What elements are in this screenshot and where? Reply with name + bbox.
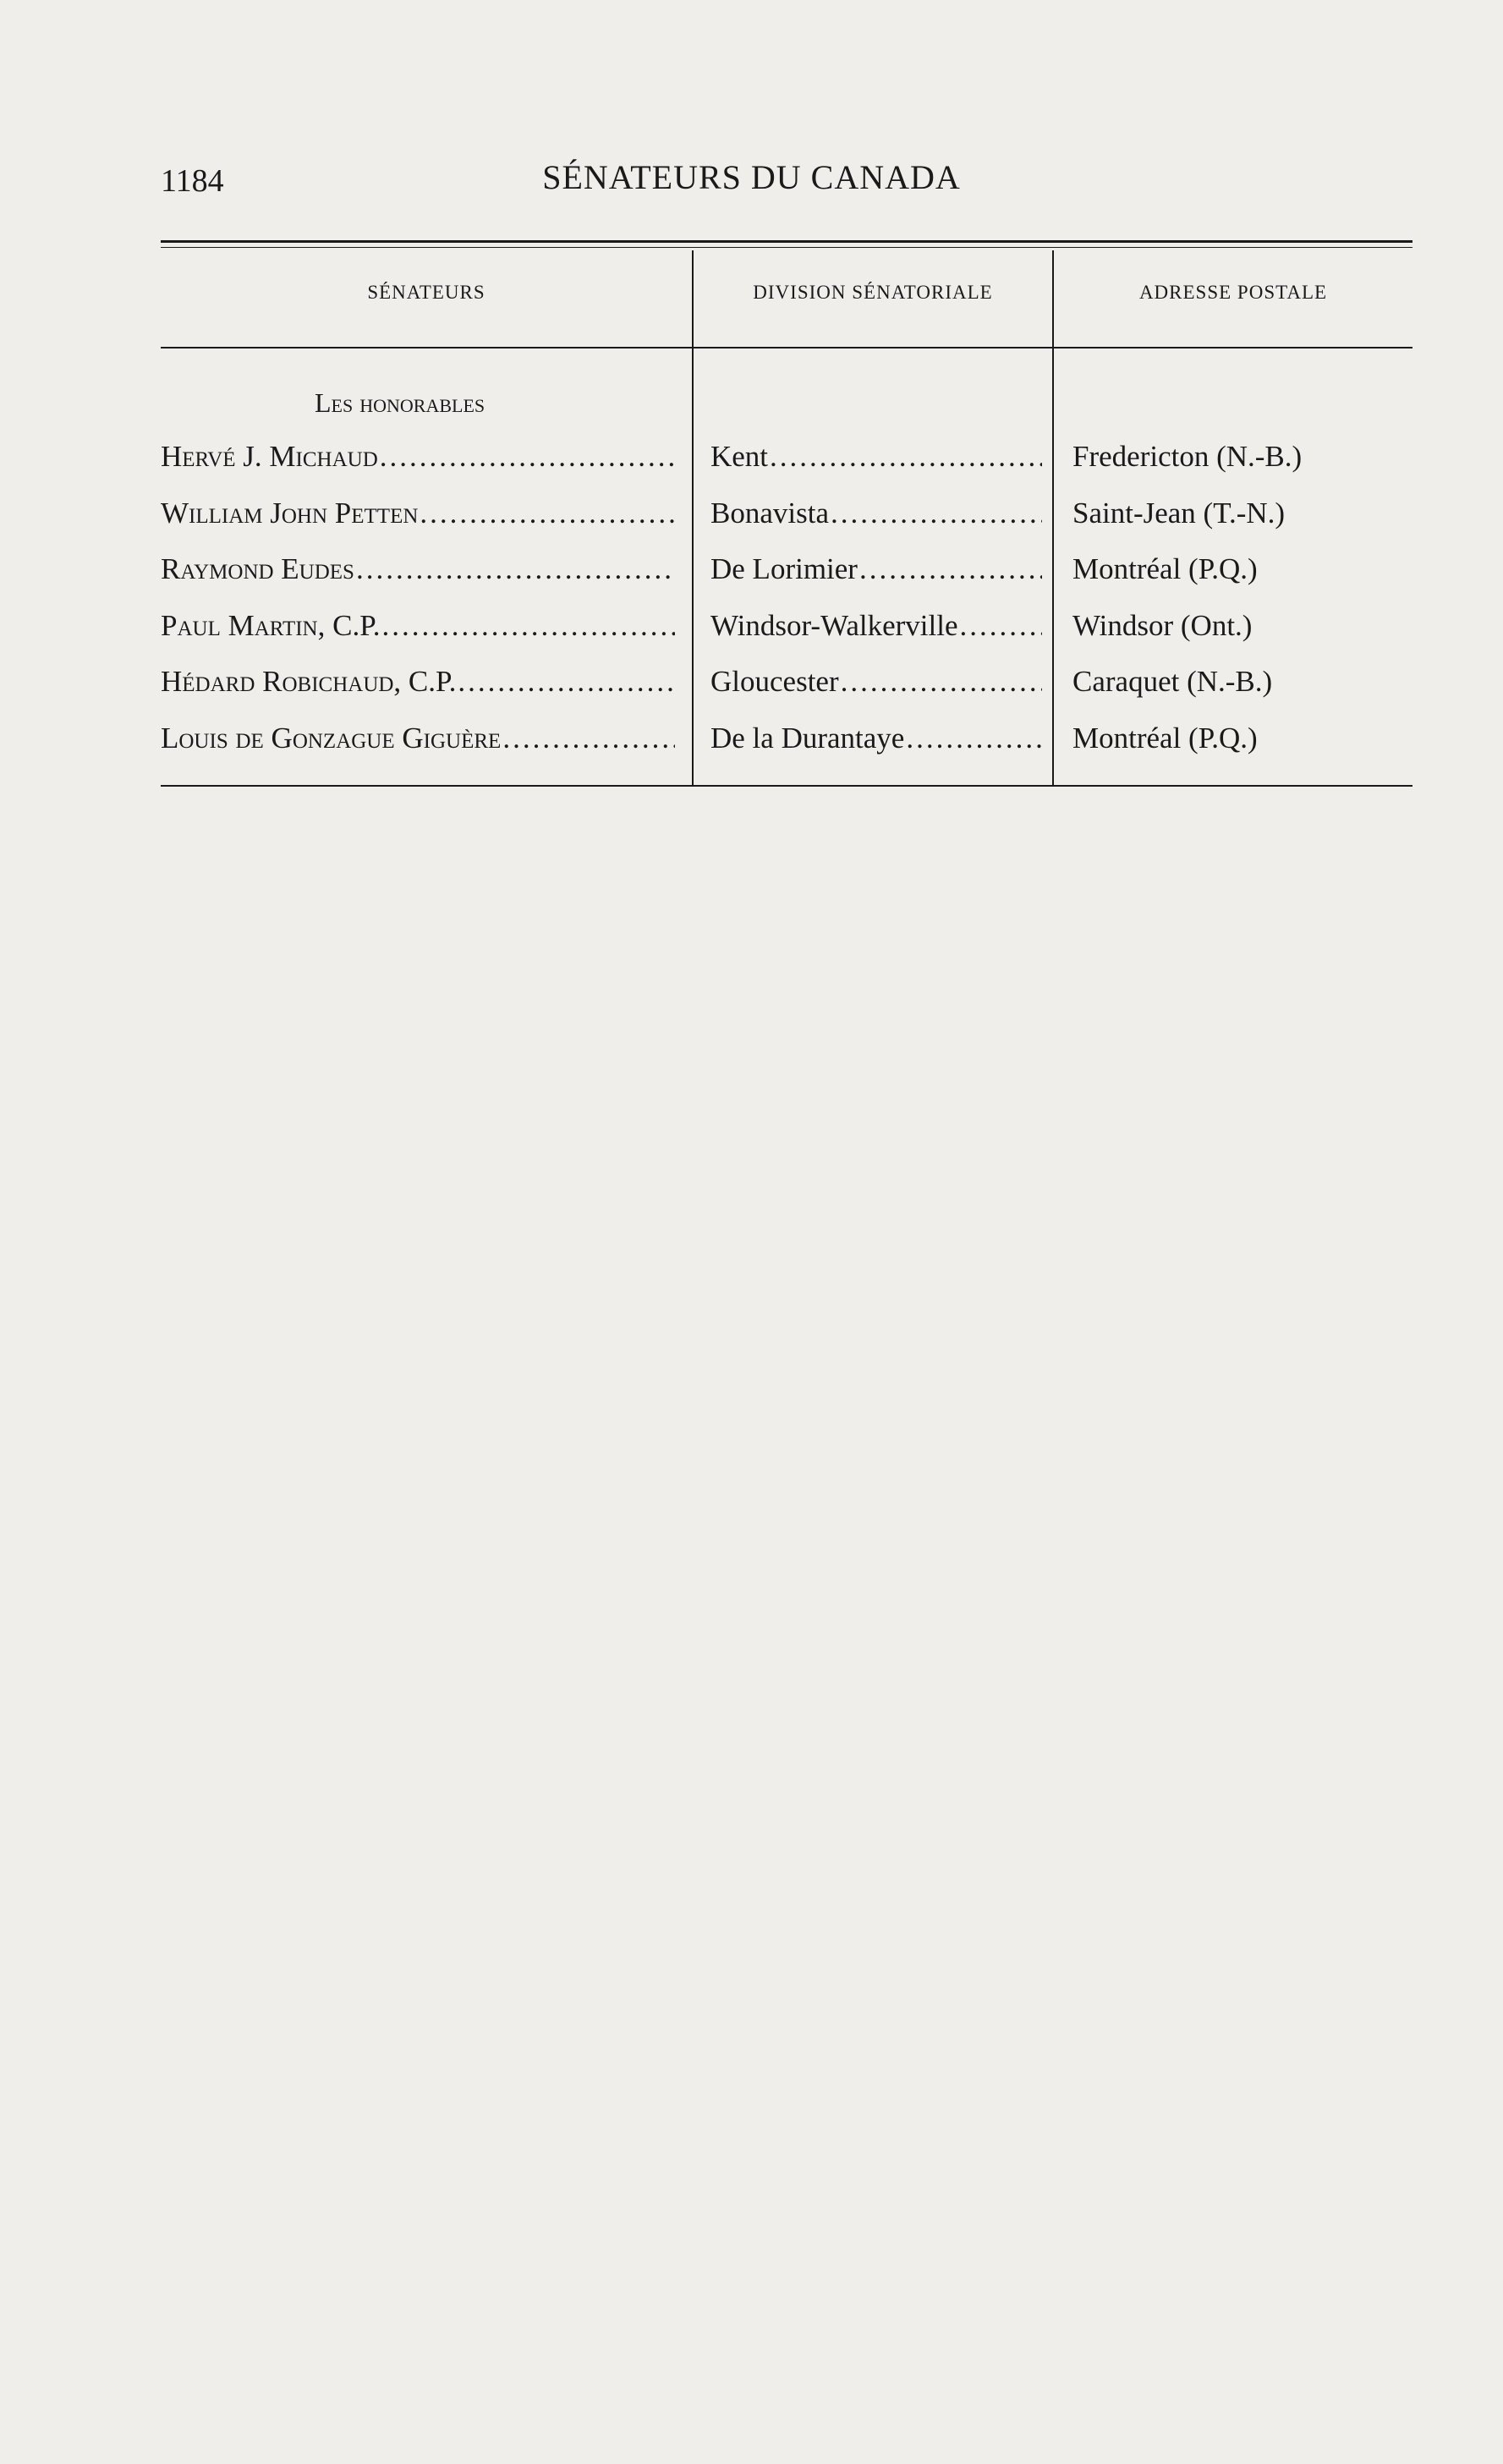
table-row: [161, 440, 1412, 497]
senator-name: Raymond Eudes .....: [161, 552, 675, 586]
column-header-division: DIVISION SÉNATORIALE: [753, 282, 993, 303]
postal-address: Caraquet (N.-B.): [1072, 665, 1273, 698]
section-label: Les honorables: [315, 387, 485, 418]
postal-address: Montréal (P.Q.): [1072, 552, 1258, 585]
table-row: [161, 665, 1412, 722]
table-row: [161, 722, 1412, 778]
table-row: [161, 552, 1412, 609]
table-top-rule: [161, 240, 1412, 243]
running-head: SÉNATEURS DU CANADA: [542, 158, 961, 196]
senator-name: Paul Martin, C.P. .....: [161, 609, 675, 643]
table-row: [161, 497, 1412, 553]
postal-address: Montréal (P.Q.): [1072, 721, 1258, 755]
senatorial-division: Gloucester .....: [710, 665, 1042, 699]
senatorial-division: De la Durantaye .....: [710, 722, 1042, 755]
senatorial-division: Windsor-Walkerville .....: [710, 609, 1042, 643]
table-bottom-rule: [161, 785, 1412, 787]
senator-name: Hervé J. Michaud .....: [161, 440, 675, 474]
senator-name: Hédard Robichaud, C.P. .....: [161, 665, 675, 699]
column-header-adresse: ADRESSE POSTALE: [1138, 282, 1328, 303]
senatorial-division: Kent .....: [710, 440, 1042, 474]
column-header-senateurs: SÉNATEURS: [367, 282, 485, 303]
header-bottom-rule: [161, 347, 1412, 348]
senatorial-division: Bonavista .....: [710, 497, 1042, 530]
page-number: 1184: [161, 163, 224, 199]
postal-address: Saint-Jean (T.-N.): [1072, 496, 1286, 530]
postal-address: Windsor (Ont.): [1072, 608, 1253, 642]
senator-name: William John Petten .....: [161, 497, 675, 530]
table-row: [161, 609, 1412, 666]
postal-address: Fredericton (N.-B.): [1072, 440, 1303, 473]
table-top-rule-inner: [161, 247, 1412, 248]
senator-name: Louis de Gonzague Giguère .....: [161, 722, 675, 755]
table-body: [161, 440, 1412, 777]
senatorial-division: De Lorimier .....: [710, 552, 1042, 586]
